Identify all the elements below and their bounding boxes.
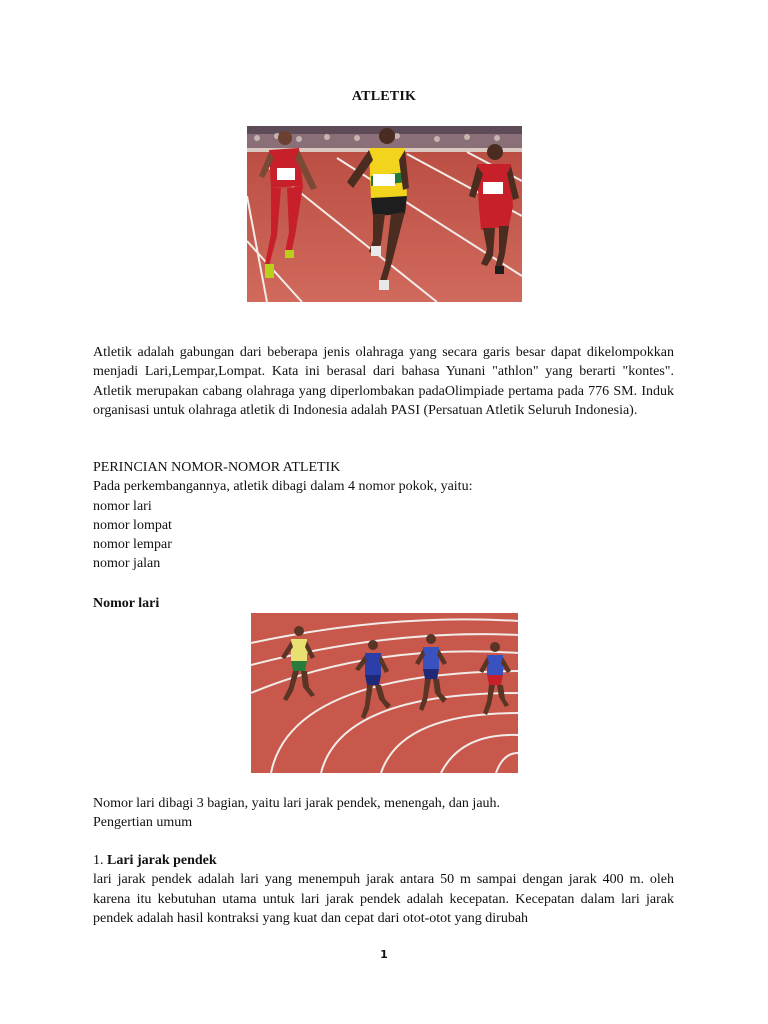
subsection-title: Lari jarak pendek bbox=[107, 853, 217, 868]
list-item: nomor lempar bbox=[93, 537, 172, 553]
list-item: nomor lompat bbox=[93, 517, 172, 533]
list-item: nomor jalan bbox=[93, 556, 161, 572]
rincian-section bbox=[93, 458, 674, 574]
page-number: 1 bbox=[380, 948, 388, 961]
rincian-heading: PERINCIAN NOMOR-NOMOR ATLETIK bbox=[93, 460, 341, 475]
subsection-heading bbox=[93, 851, 674, 870]
lari-line-2: Pengertian umum bbox=[93, 815, 193, 831]
lari-paragraph bbox=[93, 794, 674, 833]
runners-image bbox=[251, 613, 518, 773]
sprinters-image bbox=[247, 126, 522, 302]
subsection-number: 1. bbox=[93, 853, 104, 868]
intro-paragraph: Atletik adalah gabungan dari beberapa jenis olahraga yang secara garis besar dapat dikelompokkan menjadi Lari,Lempar,Lompat. Kata ini berasal dari bahasa Yunani "athlon" yang berarti "kontes". Atletik merupakan cabang olahraga yang diperlombakan padaOlimpiade pertama pada 776 SM. Induk organisasi untuk olahraga atletik di Indonesia adalah PASI (Persatuan Atletik Seluruh Indonesia). bbox=[93, 345, 674, 418]
lari-line-1: Nomor lari dibagi 3 bagian, yaitu lari jarak pendek, menengah, dan jauh. bbox=[93, 796, 501, 811]
section-heading-lari: Nomor lari bbox=[93, 596, 160, 611]
list-item: nomor lari bbox=[93, 498, 152, 514]
subsection-body: lari jarak pendek adalah lari yang menempuh jarak antara 50 m sampai dengan jarak 400 m. oleh karena itu kebutuhan utama untuk lari jarak pendek adalah kecepatan. Kecepatan dalam lari jarak pendek adalah hasil kontraksi yang kuat dan cepat dari otot-otot yang dirubah bbox=[93, 872, 674, 926]
runners-track-photo bbox=[251, 613, 518, 773]
sprinters-photo bbox=[247, 126, 522, 302]
rincian-intro: Pada perkembangannya, atletik dibagi dalam 4 nomor pokok, yaitu: bbox=[93, 479, 473, 495]
document-title: ATLETIK bbox=[351, 89, 417, 104]
subsection-lari-jarak-pendek bbox=[93, 851, 674, 928]
